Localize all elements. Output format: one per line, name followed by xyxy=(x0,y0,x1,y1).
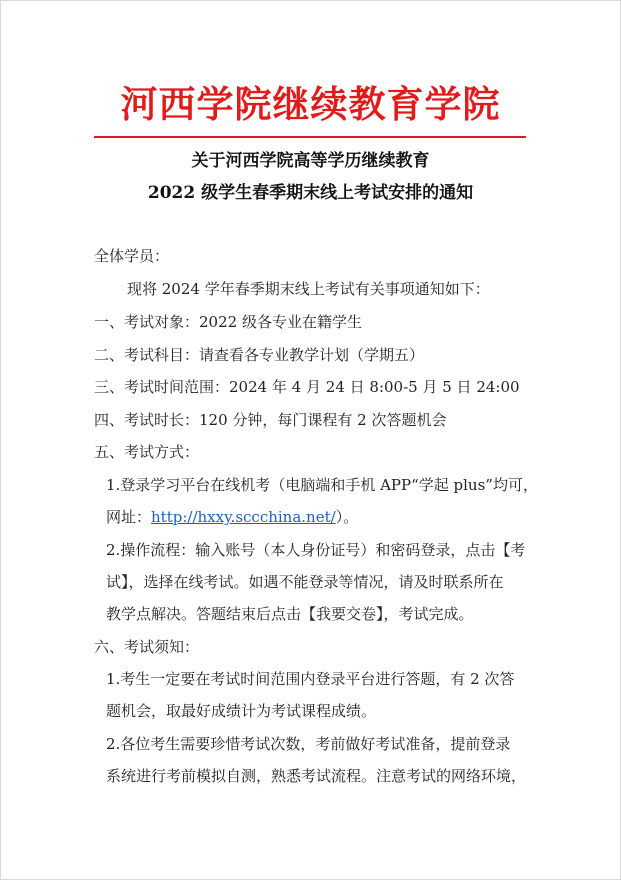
method1-line1: 1.登录学习平台在线机考（电脑端和手机 APP“学起 plus”均可， xyxy=(106,476,538,494)
notice-title-line2: 2022 级学生春季期末线上考试安排的通知 xyxy=(147,183,474,203)
notice-title-line1: 关于河西学院高等学历继续教育 xyxy=(191,151,430,171)
method2-line2: 试】，选择在线考试。如遇不能登录等情况，请及时联系所在 xyxy=(106,573,504,591)
method1-line2 xyxy=(106,506,358,527)
institution-title: 河西学院继续教育学院 xyxy=(120,82,501,126)
item-exam-time-range: 三、考试时间范围：2024 年 4 月 24 日 8:00-5 月 5 日 24:00 xyxy=(94,378,520,396)
item-exam-method: 五、考试方式： xyxy=(94,443,200,461)
item-exam-duration: 四、考试时长：120 分钟，每门课程有 2 次答题机会 xyxy=(94,411,447,429)
rule1-line2: 题机会，取最好成绩计为考试课程成绩。 xyxy=(106,702,377,720)
header-divider xyxy=(94,136,526,138)
url-label: 网址： xyxy=(106,508,152,526)
method2-line3: 教学点解决。答题结束后点击【我要交卷】，考试完成。 xyxy=(106,605,474,623)
rule2-line1: 2.各位考生需要珍惜考试次数，考前做好考试准备，提前登录 xyxy=(106,735,511,753)
intro-paragraph: 现将 2024 学年春季期末线上考试有关事项通知如下： xyxy=(127,280,490,298)
url-suffix: ）。 xyxy=(335,508,359,526)
method2-line1: 2.操作流程：输入账号（本人身份证号）和密码登录，点击【考 xyxy=(106,541,526,559)
item-exam-subjects: 二、考试科目：请查看各专业教学计划（学期五） xyxy=(94,346,425,364)
item-exam-notes: 六、考试须知： xyxy=(94,638,200,656)
rule1-line1: 1.考生一定要在考试时间范围内登录平台进行答题，有 2 次答 xyxy=(106,670,515,688)
item-exam-target: 一、考试对象：2022 级各专业在籍学生 xyxy=(94,313,362,331)
salutation: 全体学员： xyxy=(94,247,170,265)
rule2-line2: 系统进行考前模拟自测，熟悉考试流程。注意考试的网络环境， xyxy=(106,767,527,785)
platform-url-link[interactable]: http://hxxy.sccchina.net/ xyxy=(151,508,336,526)
